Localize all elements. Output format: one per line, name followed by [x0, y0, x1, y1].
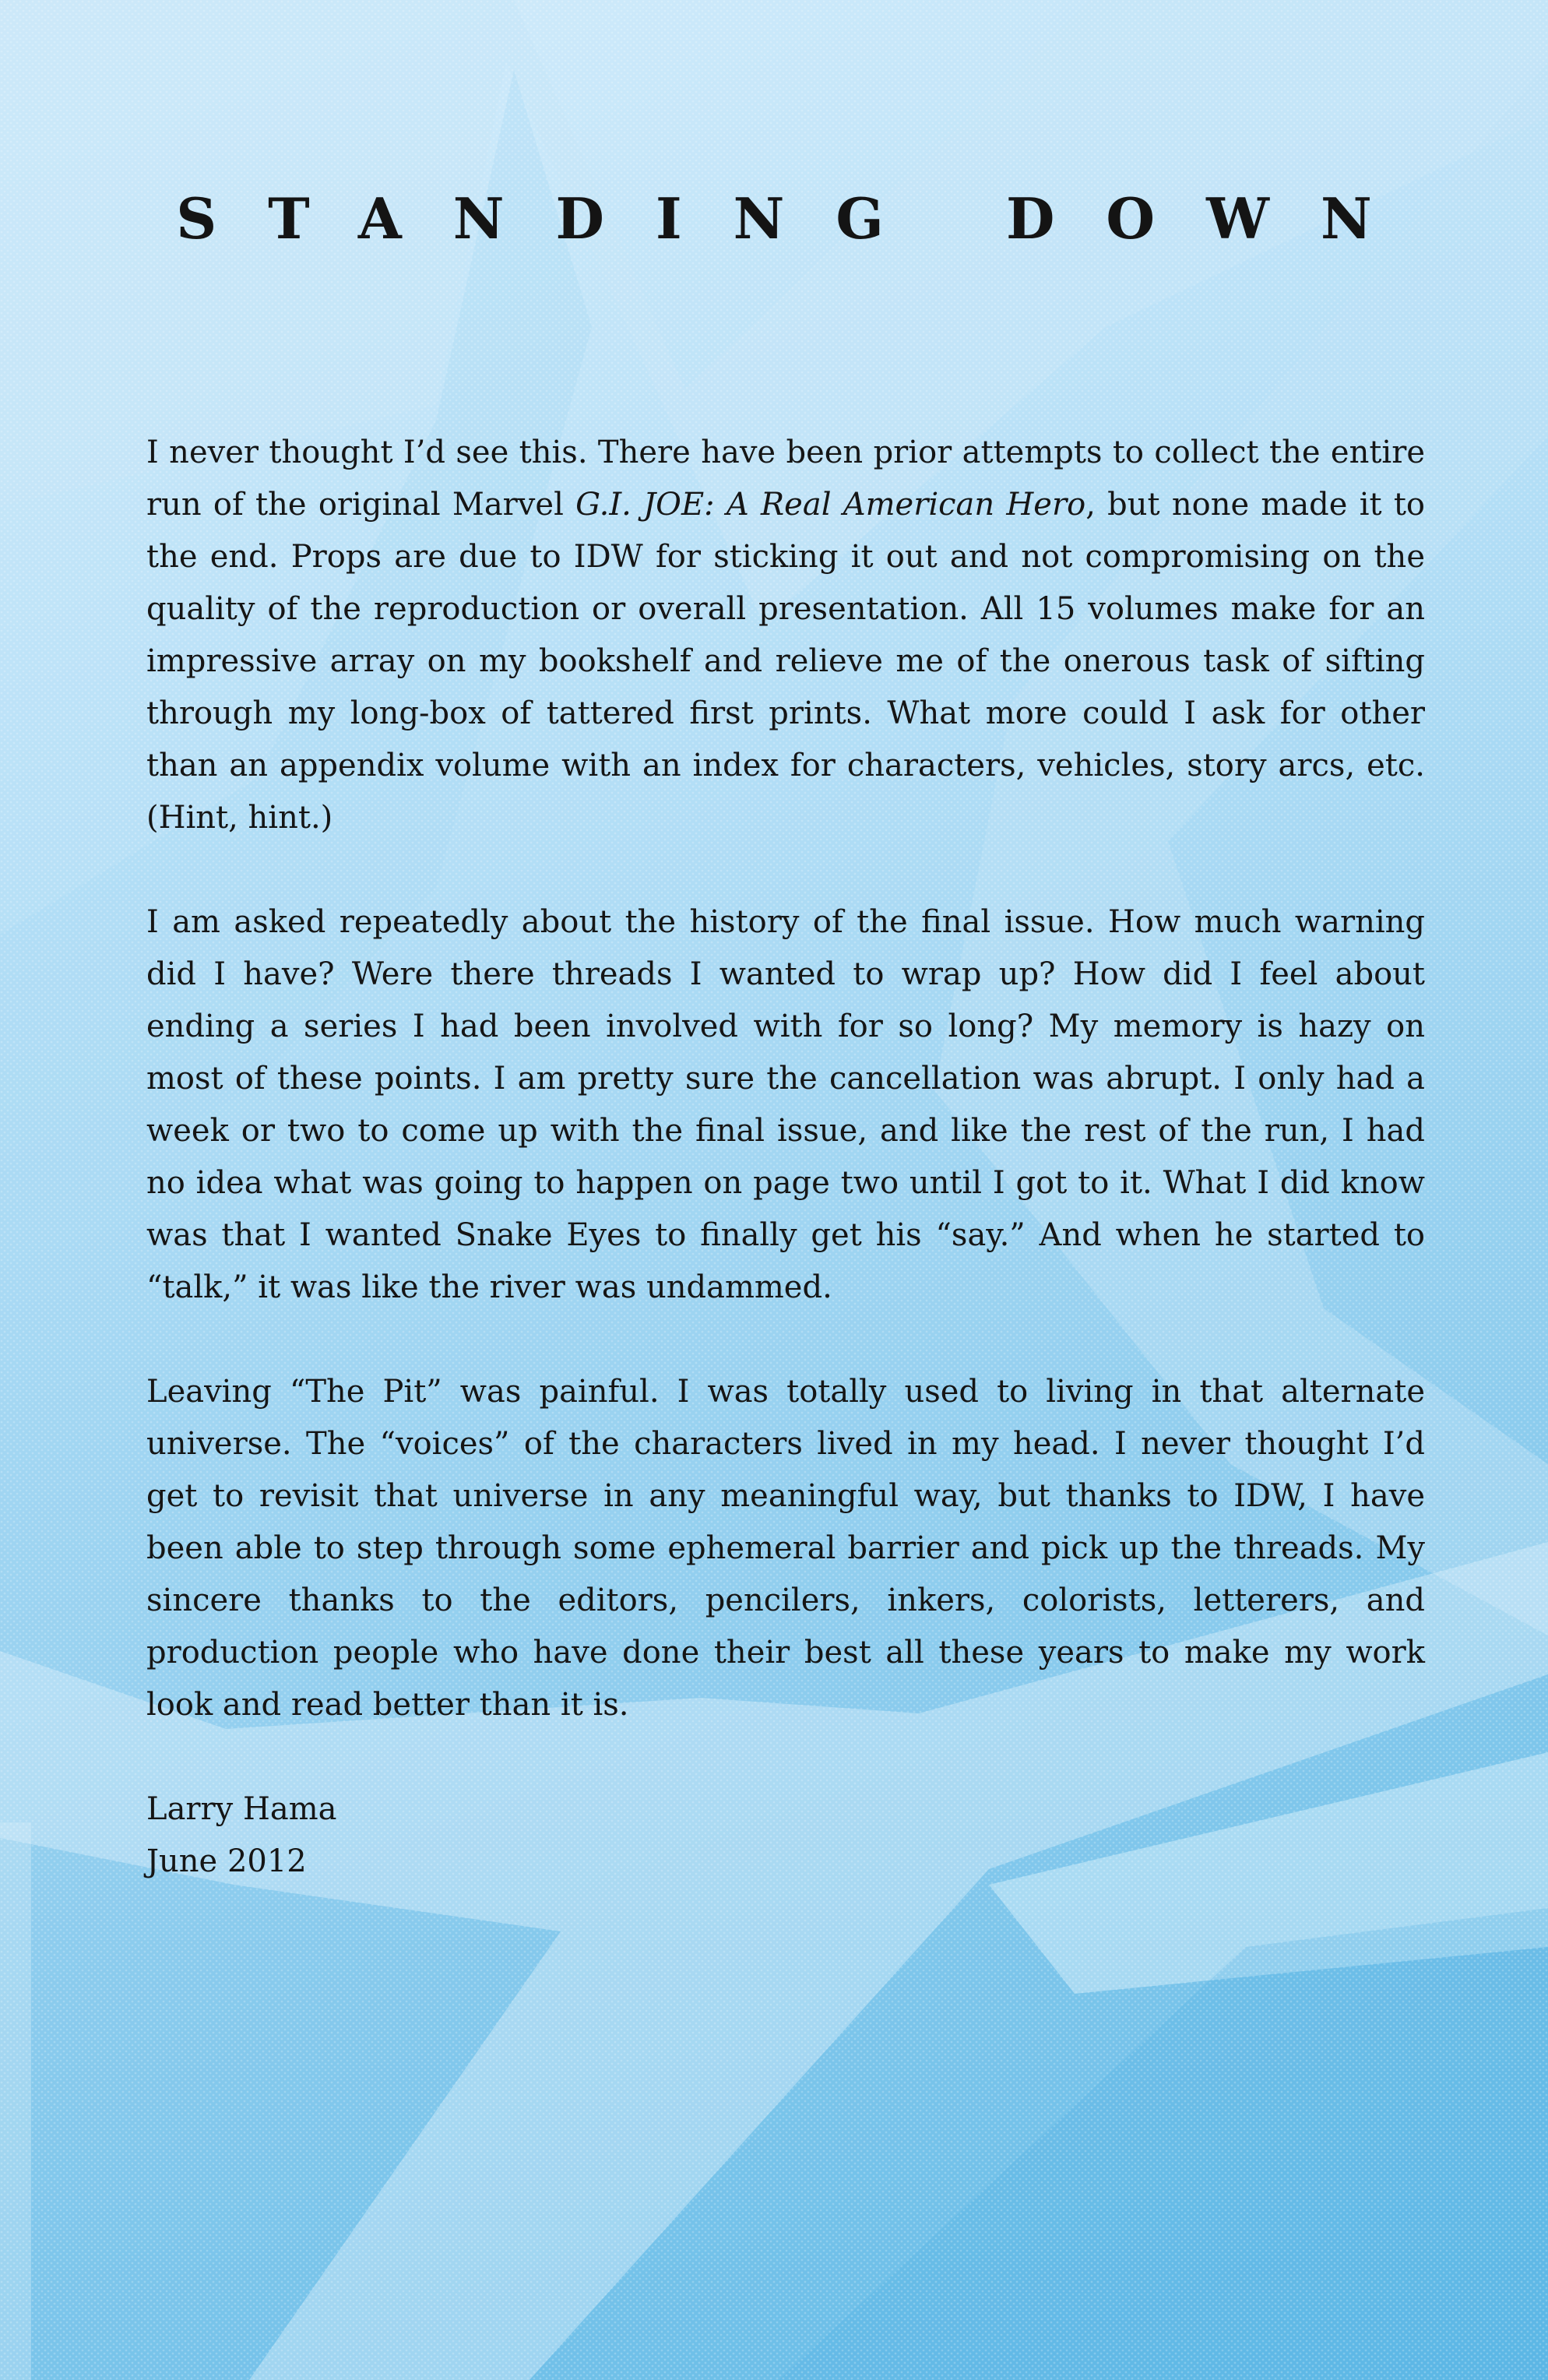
author-name: Larry Hama — [146, 1791, 337, 1827]
paragraph-3: Leaving “The Pit” was painful. I was totally used to living in that alternate universe. The “voices” of the characters lived in my head. I never thought I’d get to revisit that universe in any meaningful way, but thanks to IDW, I have been able to step through some ephemeral barrier and pick up the threads. My sincere thanks to the editors, pencilers, inkers, colorists, letterers, and production people who have done their best all these years to make my work look and read better than it is. — [146, 1374, 1425, 1723]
essay-body — [146, 427, 1425, 1888]
signature-date: June 2012 — [146, 1843, 307, 1879]
paragraph-1-text-end: , but none made it to the end. Props are due to IDW for sticking it out and not compromising on the quality of the reproduction or overall presentation. All 15 volumes make for an impressive array on my bookshelf and relieve me of the onerous task of sifting through my long-box of tattered first prints. What more could I ask for other than an appendix volume with an index for characters, vehicles, story arcs, etc. (Hint, hint.) — [146, 487, 1425, 836]
signature-block — [146, 1783, 1425, 1888]
paragraph-1-text-start: I never thought I’d see this. There have been prior attempts to collect the entire run of the original Marvel — [146, 435, 1425, 523]
page-title: STANDING DOWN — [176, 185, 1423, 252]
paragraph-2: I am asked repeatedly about the history of the final issue. How much warning did I have? Were there threads I wanted to wrap up? How did I feel about ending a series I had been involved with for so long? My memory is hazy on most of these points. I am pretty sure the cancellation was abrupt. I only had a week or two to come up with the final issue, and like the rest of the run, I had no idea what was going to happen on page two until I got to it. What I did know was that I wanted Snake Eyes to finally get his “say.” And when he started to “talk,” it was like the river was undammed. — [146, 904, 1425, 1305]
book-title-italic: G.I. JOE: A Real American Hero — [575, 487, 1086, 523]
paragraph-1 — [146, 427, 1425, 844]
